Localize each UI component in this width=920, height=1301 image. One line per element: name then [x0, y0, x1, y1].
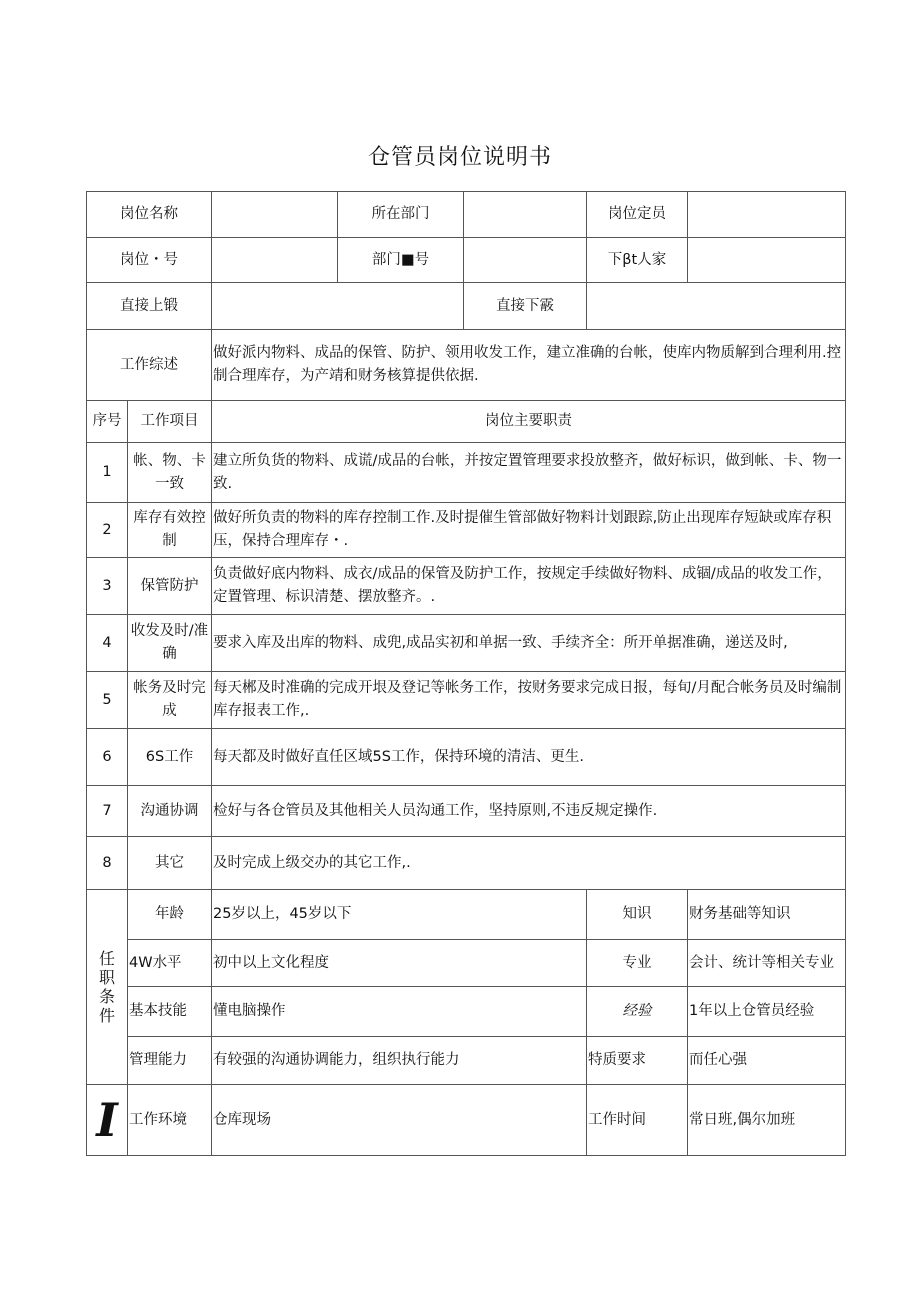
qual-label: 4W水平	[128, 940, 212, 987]
label-department: 所在部门	[338, 192, 464, 238]
qual-value: 1年以上仓管员经验	[688, 987, 846, 1037]
duty-row	[87, 443, 846, 503]
environment-side-label: I	[87, 1085, 128, 1156]
qual-value: 而任心强	[688, 1037, 846, 1085]
duty-item: 帐务及时完成	[128, 672, 212, 729]
qual-value: 会计、统计等相关专业	[688, 940, 846, 987]
summary-label: 工作综述	[87, 330, 212, 401]
duty-desc: 要求入库及出库的物料、成兜,成品实初和单据一致、手续齐全：所开单据准确，递送及时,	[212, 615, 846, 672]
qualification-side-label	[87, 890, 128, 1085]
label-position-code: 岗位・号	[87, 238, 212, 283]
duty-no: 8	[87, 837, 128, 890]
env-label: 工作环境	[128, 1085, 212, 1156]
env-value: 常日班,偶尔加班	[688, 1085, 846, 1156]
duty-item: 帐、物、卡一致	[128, 443, 212, 503]
value-headcount[interactable]	[688, 192, 846, 238]
qual-value: 25岁以上，45岁以下	[212, 890, 587, 940]
qual-label: 知识	[587, 890, 688, 940]
duty-desc: 负责做好底内物料、成衣/成品的保管及防护工作，按规定手续做好物料、成锢/成品的收发工作，定置管理、标识清楚、摆放整齐。.	[212, 558, 846, 615]
qual-label: 专业	[587, 940, 688, 987]
qual-value: 有较强的沟通协调能力，组织执行能力	[212, 1037, 587, 1085]
duty-desc: 及时完成上级交办的其它工作,.	[212, 837, 846, 890]
value-position-name[interactable]	[212, 192, 338, 238]
duty-no: 7	[87, 786, 128, 837]
duties-header-item: 工作项目	[128, 401, 212, 443]
duty-item: 库存有效控制	[128, 503, 212, 558]
qual-label: 管理能力	[128, 1037, 212, 1085]
header-row-3	[87, 283, 846, 330]
qual-value: 财务基础等知识	[688, 890, 846, 940]
value-subordinates[interactable]	[688, 238, 846, 283]
duty-row	[87, 786, 846, 837]
document-title: 仓管员岗位说明书	[367, 145, 552, 170]
duty-item: 保管防护	[128, 558, 212, 615]
duty-no: 2	[87, 503, 128, 558]
duty-row	[87, 729, 846, 786]
duty-row	[87, 615, 846, 672]
side-char: 任	[98, 949, 115, 968]
duties-header-desc: 岗位主要职责	[212, 401, 846, 443]
qual-label: 基本技能	[128, 987, 212, 1037]
duty-desc: 每天郴及时准确的完成开垠及登记等帐务工作，按财务要求完成日报，每旬/月配合帐务员及时编制库存报表工作,.	[212, 672, 846, 729]
duty-row	[87, 837, 846, 890]
qualification-row	[87, 1037, 846, 1085]
label-direct-subordinate: 直接下霰	[464, 283, 587, 330]
side-char: 职	[98, 968, 115, 987]
qual-label: 经验	[587, 987, 688, 1037]
summary-text: 做好派内物料、成品的保管、防护、领用收发工作，建立准确的台帐，使库内物质解到合理利用.控制合理库存，为产靖和财务核算提供依据.	[212, 330, 846, 401]
env-value: 仓库现场	[212, 1085, 587, 1156]
duties-header-row	[87, 401, 846, 443]
qualification-row	[87, 890, 846, 940]
value-direct-superior[interactable]	[212, 283, 464, 330]
qual-value: 懂电脑操作	[212, 987, 587, 1037]
duty-row	[87, 558, 846, 615]
duty-desc: 检好与各仓管员及其他相关人员沟通工作，坚持原则,不违反规定操作.	[212, 786, 846, 837]
header-row-1	[87, 192, 846, 238]
duty-item: 其它	[128, 837, 212, 890]
duty-desc: 做好所负责的物料的库存控制工作.及时提催生管部做好物料计划跟踪,防止出现库存短缺或库存积压，保持合理库存・.	[212, 503, 846, 558]
duty-row	[87, 672, 846, 729]
label-direct-superior: 直接上锻	[87, 283, 212, 330]
qual-label: 特质要求	[587, 1037, 688, 1085]
duty-desc: 每天都及时做好直任区域5S工作，保持环境的清洁、更生.	[212, 729, 846, 786]
duty-desc: 建立所负货的物料、成谎/成品的台帐，并按定置管理要求投放整齐，做好标识，做到帐、卡、物一致.	[212, 443, 846, 503]
env-label: 工作时间	[587, 1085, 688, 1156]
label-position-name: 岗位名称	[87, 192, 212, 238]
duties-header-no: 序号	[87, 401, 128, 443]
header-row-2	[87, 238, 846, 283]
duty-no: 1	[87, 443, 128, 503]
value-department[interactable]	[464, 192, 587, 238]
job-description-table	[86, 191, 846, 1156]
qualification-row	[87, 940, 846, 987]
value-direct-subordinate[interactable]	[587, 283, 846, 330]
side-char: 条	[98, 987, 115, 1006]
duty-item: 6S工作	[128, 729, 212, 786]
duty-no: 3	[87, 558, 128, 615]
summary-row	[87, 330, 846, 401]
duty-no: 5	[87, 672, 128, 729]
duty-item: 收发及时/准确	[128, 615, 212, 672]
value-department-code[interactable]	[464, 238, 587, 283]
environment-row	[87, 1085, 846, 1156]
label-headcount: 岗位定员	[587, 192, 688, 238]
qualification-row	[87, 987, 846, 1037]
duty-row	[87, 503, 846, 558]
side-char: 件	[98, 1006, 115, 1025]
label-department-code: 部门■号	[338, 238, 464, 283]
duty-no: 6	[87, 729, 128, 786]
duty-no: 4	[87, 615, 128, 672]
value-position-code[interactable]	[212, 238, 338, 283]
label-subordinates: 下βt人家	[587, 238, 688, 283]
duty-item: 沟通协调	[128, 786, 212, 837]
qual-value: 初中以上文化程度	[212, 940, 587, 987]
qual-label: 年龄	[128, 890, 212, 940]
